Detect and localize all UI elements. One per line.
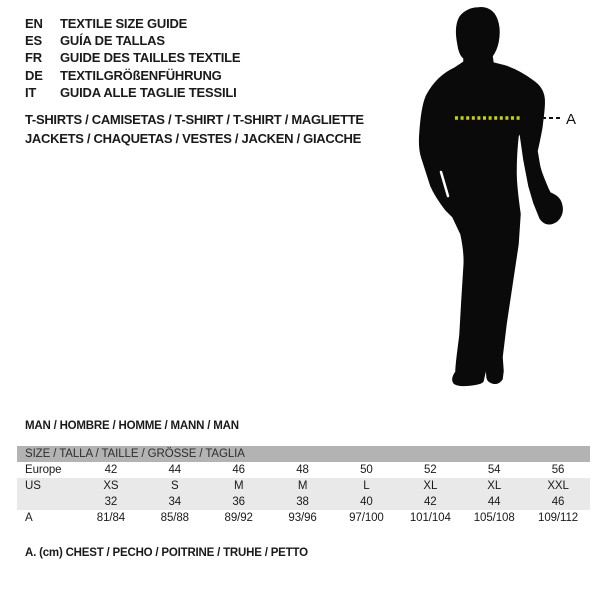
table-cell: 109/112 <box>538 512 579 524</box>
table-cell: 93/96 <box>288 512 317 524</box>
language-label: TEXTILGRÖßENFÜHRUNG <box>60 67 222 83</box>
table-cell: 105/108 <box>473 512 515 524</box>
language-code: ES <box>25 33 42 49</box>
table-cell: XL <box>423 480 438 492</box>
size-table-header: SIZE / TALLA / TAILLE / GRÖSSE / TAGLIA <box>17 446 590 462</box>
table-cell: M <box>297 480 308 492</box>
man-silhouette <box>420 8 563 386</box>
row-label: US <box>25 480 41 492</box>
language-list <box>25 15 240 101</box>
language-label: TEXTILE SIZE GUIDE <box>60 16 188 31</box>
footnote-chest: A. (cm) CHEST / PECHO / POITRINE / TRUHE / PETTO <box>25 547 308 559</box>
category-block <box>25 110 364 148</box>
table-cell: XXL <box>547 480 569 492</box>
table-cell: XS <box>103 480 119 492</box>
man-silhouette-svg <box>390 0 590 420</box>
language-code: FR <box>25 50 42 66</box>
language-row <box>25 84 240 101</box>
row-label: Europe <box>25 464 62 476</box>
section-title-man: MAN / HOMBRE / HOMME / MANN / MAN <box>25 420 239 432</box>
language-label: GUIDA ALLE TAGLIE TESSILI <box>60 84 237 100</box>
language-row <box>25 67 240 84</box>
table-cell: 42 <box>104 464 118 476</box>
table-cell: 89/92 <box>224 512 253 524</box>
table-cell: 52 <box>424 464 437 476</box>
table-cell: 50 <box>360 464 373 476</box>
table-cell: L <box>363 480 370 492</box>
table-row-us <box>17 478 590 494</box>
table-cell: S <box>171 480 179 492</box>
table-row-europe <box>17 462 590 478</box>
language-label: GUIDE DES TAILLES TEXTILE <box>60 50 241 66</box>
measure-label-a: A <box>566 111 577 128</box>
table-cell: 34 <box>168 496 182 508</box>
table-cell: 32 <box>104 496 118 508</box>
table-cell: 42 <box>424 496 437 508</box>
category-line-jackets: JACKETS / CHAQUETAS / VESTES / JACKEN / GIACCHE <box>25 131 361 146</box>
language-code: EN <box>25 16 43 31</box>
language-code: DE <box>25 67 43 83</box>
table-cell: 40 <box>360 496 373 508</box>
language-label: GUÍA DE TALLAS <box>60 33 165 49</box>
table-cell: M <box>233 480 244 492</box>
table-row-numeric <box>17 494 590 510</box>
table-cell: 56 <box>551 464 565 476</box>
table-cell: 48 <box>296 464 309 476</box>
table-cell: 81/84 <box>96 512 126 524</box>
language-row <box>25 32 240 49</box>
table-cell: 97/100 <box>349 512 384 524</box>
table-cell: 36 <box>232 496 245 508</box>
size-table <box>17 446 590 526</box>
table-cell: 101/104 <box>409 512 451 524</box>
row-label <box>17 494 79 510</box>
language-row <box>25 15 240 32</box>
category-line-tshirts: T-SHIRTS / CAMISETAS / T-SHIRT / T-SHIRT / MAGLIETTE <box>25 112 364 127</box>
language-row <box>25 49 240 66</box>
language-code: IT <box>25 84 37 100</box>
table-cell: 44 <box>487 496 501 508</box>
table-cell: 46 <box>232 464 245 476</box>
table-cell: 44 <box>168 464 182 476</box>
table-cell: 38 <box>296 496 309 508</box>
table-cell: 54 <box>487 464 501 476</box>
row-label: A <box>25 512 33 524</box>
table-cell: 46 <box>551 496 565 508</box>
table-row-chest <box>17 510 590 526</box>
table-cell: XL <box>487 480 502 492</box>
table-cell: 85/88 <box>160 512 189 524</box>
man-silhouette-figure <box>390 0 590 420</box>
